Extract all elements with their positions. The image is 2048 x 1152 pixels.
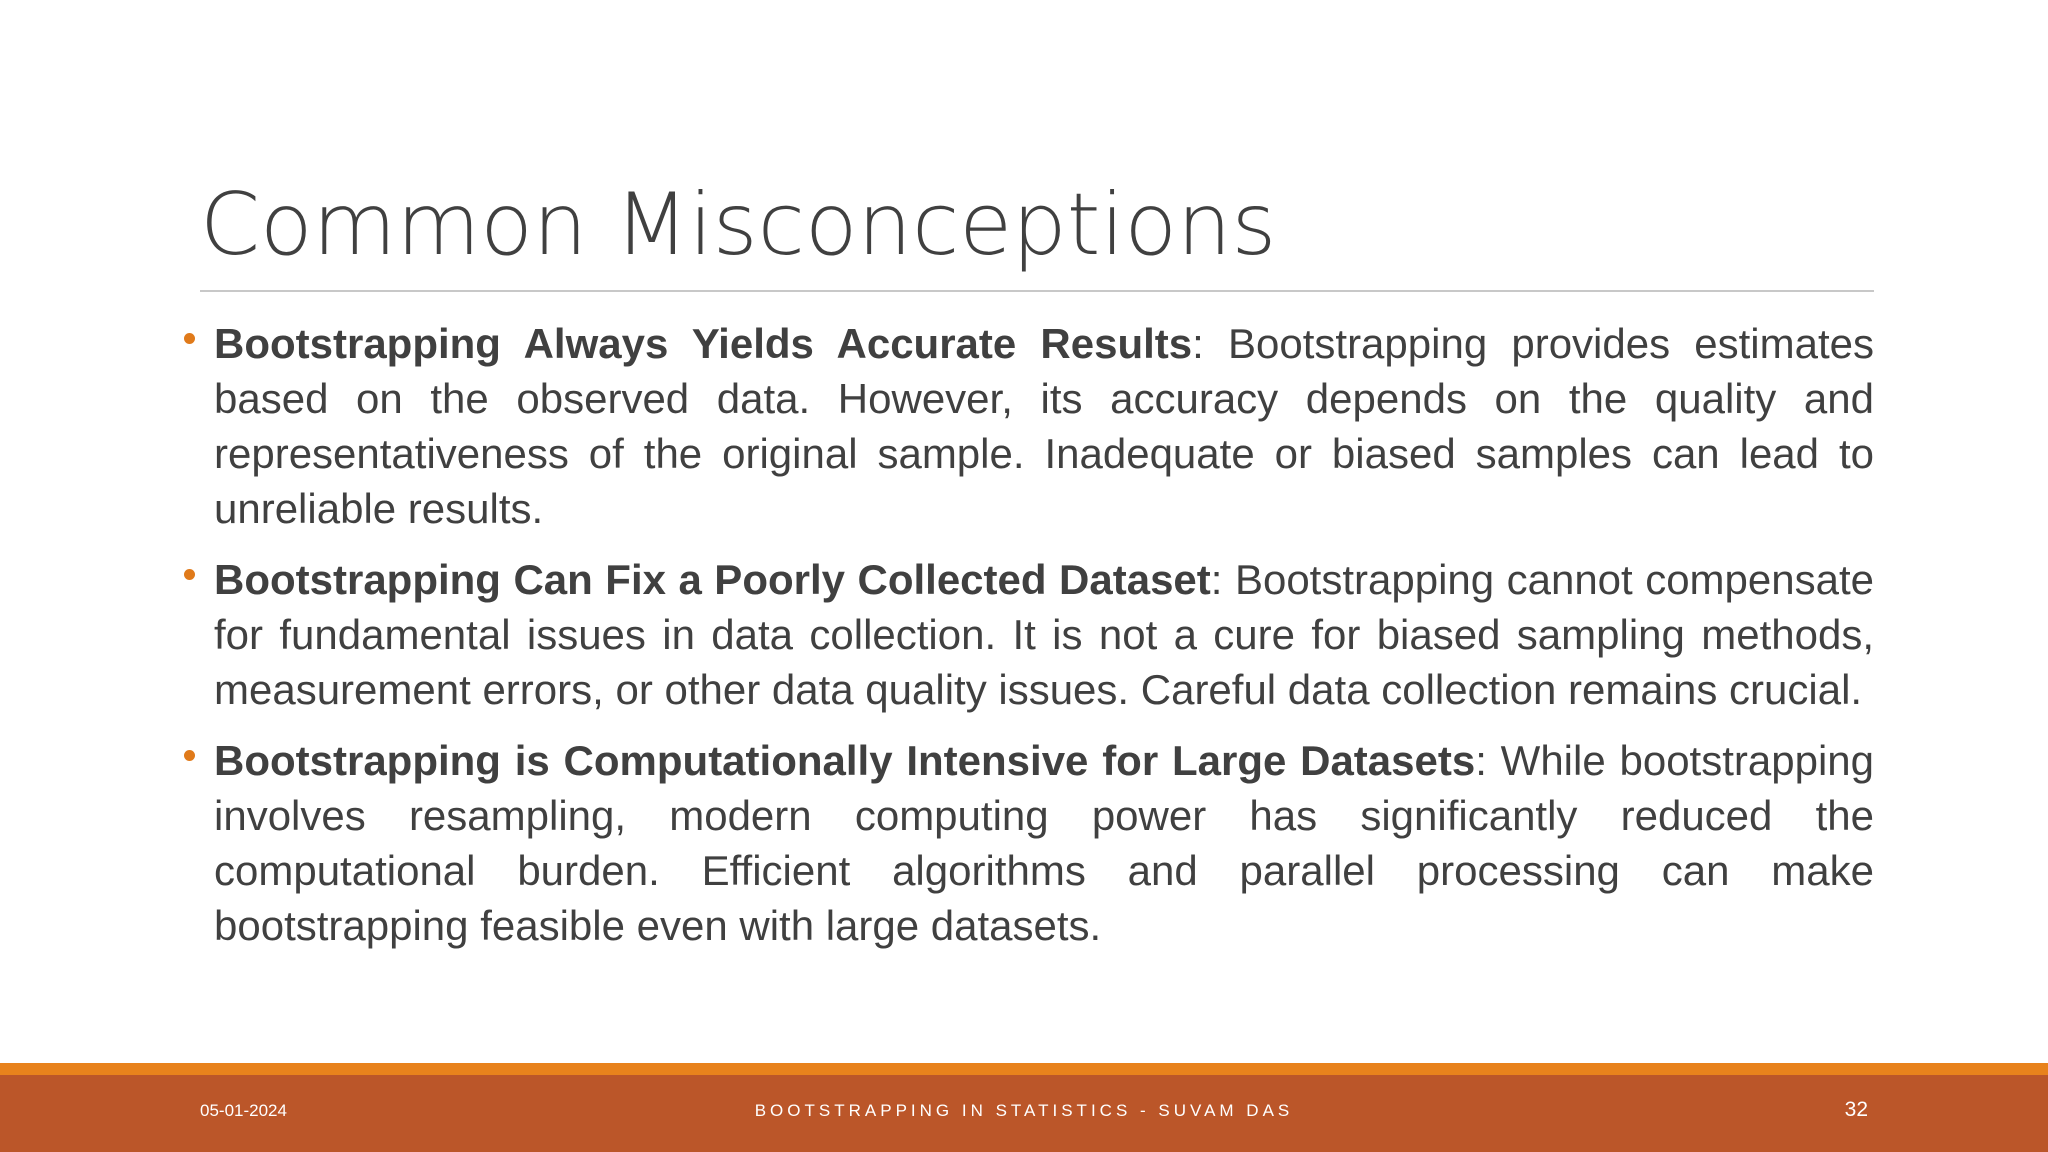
footer-title: BOOTSTRAPPING IN STATISTICS - SUVAM DAS [754, 1101, 1294, 1120]
footer-bar [0, 1075, 2048, 1152]
bullet-item [200, 316, 1874, 536]
slide-title: Common Misconceptions [200, 175, 1277, 275]
bullet-text [200, 733, 1874, 953]
bullet-text [200, 552, 1874, 717]
bullet-description: Bootstrapping provides estimates based on the observed data. However, its accuracy depends on the quality and representativeness of the original sample. Inadequate or biased samples can lead to unreliable results. [214, 320, 1874, 532]
bullet-list [200, 316, 1874, 969]
page-number: 32 [1844, 1098, 1868, 1121]
footer-accent-stripe [0, 1063, 2048, 1075]
bullet-dot-icon [184, 333, 195, 344]
bullet-term: Bootstrapping Can Fix a Poorly Collected Dataset [214, 556, 1211, 603]
bullet-description: Bootstrapping cannot compensate for fundamental issues in data collection. It is not a cure for biased sampling methods, measurement errors, or other data quality issues. Careful data collection remains crucial. [214, 556, 1875, 713]
bullet-item [200, 733, 1874, 953]
bullet-separator: : [1210, 556, 1223, 603]
bullet-dot-icon [184, 569, 195, 580]
bullet-term: Bootstrapping is Computationally Intensive for Large Datasets [214, 737, 1476, 784]
bullet-term: Bootstrapping Always Yields Accurate Results [214, 320, 1193, 367]
bullet-dot-icon [184, 750, 195, 761]
title-divider [200, 290, 1874, 292]
bullet-item [200, 552, 1874, 717]
bullet-text [200, 316, 1874, 536]
bullet-separator: : [1475, 737, 1487, 784]
bullet-separator: : [1192, 320, 1204, 367]
bullet-description: While bootstrapping involves resampling, modern computing power has significantly reduced the computational burden. Efficient algorithms and parallel processing can make bootstrapping feasible even with large datasets. [214, 737, 1874, 949]
footer-date: 05-01-2024 [200, 1101, 287, 1120]
